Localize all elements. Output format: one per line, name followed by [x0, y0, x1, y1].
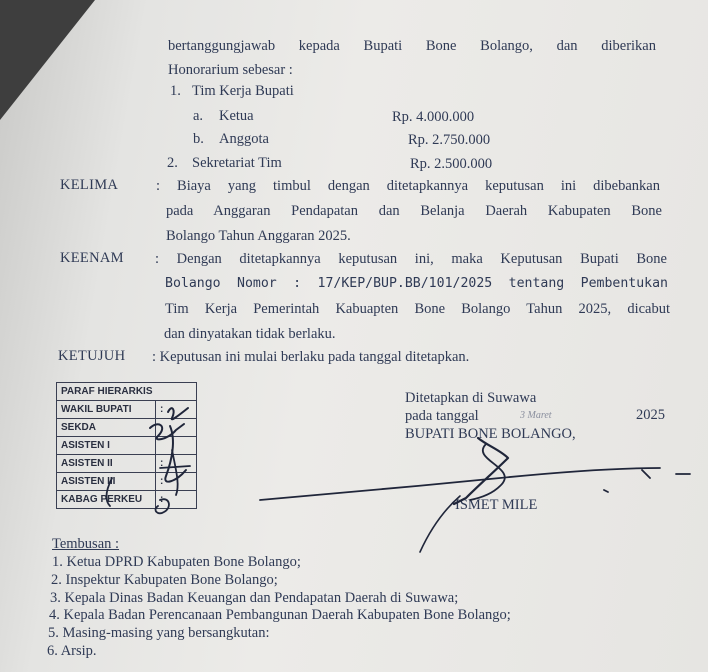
- paraf-hierarkis-table: [56, 382, 197, 509]
- paraf-separator: :: [156, 401, 197, 419]
- paraf-role: ASISTEN III: [57, 473, 156, 491]
- body-line-2: Honorarium sebesar :: [168, 62, 293, 78]
- paraf-row: [57, 401, 197, 419]
- tembusan-item: 2. Inspektur Kabupaten Bone Bolango;: [51, 572, 278, 588]
- signature-stroke: [454, 438, 508, 504]
- sub-a-letter: a.: [193, 108, 204, 124]
- item-1-number: 1.: [170, 83, 181, 99]
- clause-keenam-line-1: : Dengan ditetapkannya keputusan ini, maka Keputusan Bupati Bone: [155, 251, 667, 267]
- signature-stroke: [420, 496, 460, 552]
- paraf-separator: :: [156, 455, 197, 473]
- penetapan-date-handwritten: 3 Maret: [520, 410, 552, 421]
- signature-stroke: [260, 468, 660, 500]
- paraf-header: PARAF HIERARKIS: [57, 383, 197, 401]
- paraf-row: [57, 437, 197, 455]
- body-line-1: bertanggungjawab kepada Bupati Bone Bolango, dan diberikan: [168, 38, 656, 54]
- paraf-row: [57, 455, 197, 473]
- sub-a-label: Ketua: [219, 108, 254, 124]
- clause-ketujuh-label: KETUJUH: [58, 348, 126, 364]
- sub-b-letter: b.: [193, 131, 204, 147]
- clause-kelima-line-3: Bolango Tahun Anggaran 2025.: [166, 228, 351, 244]
- item-2-label: Sekretariat Tim: [192, 155, 282, 171]
- paraf-role: WAKIL BUPATI: [57, 401, 156, 419]
- signature-stroke: [604, 470, 690, 492]
- paraf-separator: :: [156, 473, 197, 491]
- paraf-role: ASISTEN II: [57, 455, 156, 473]
- tembusan-item: 6. Arsip.: [47, 643, 97, 659]
- penetapan-place: Ditetapkan di Suwawa: [405, 390, 537, 406]
- paraf-role: SEKDA: [57, 419, 156, 437]
- tembusan-item: 5. Masing-masing yang bersangkutan:: [48, 625, 270, 641]
- tembusan-item: 1. Ketua DPRD Kabupaten Bone Bolango;: [52, 554, 301, 570]
- clause-ketujuh-line-1: : Keputusan ini mulai berlaku pada tanggal ditetapkan.: [152, 349, 470, 365]
- clause-kelima-label: KELIMA: [60, 177, 119, 193]
- clause-kelima-line-2: pada Anggaran Pendapatan dan Belanja Daerah Kabupaten Bone: [166, 203, 662, 219]
- tembusan-item: 3. Kepala Dinas Badan Keuangan dan Pendapatan Daerah di Suwawa;: [50, 590, 459, 606]
- paraf-separator: [156, 437, 197, 455]
- paraf-role: KABAG PERKEU: [57, 491, 156, 509]
- paraf-row: [57, 419, 197, 437]
- sub-b-label: Anggota: [219, 131, 269, 147]
- paraf-role: ASISTEN I: [57, 437, 156, 455]
- paraf-row: [57, 473, 197, 491]
- tembusan-title: Tembusan :: [52, 536, 120, 552]
- paraf-header-row: [57, 383, 197, 401]
- penetapan-year: 2025: [636, 407, 665, 423]
- signature-stroke: [470, 444, 505, 500]
- clause-keenam-line-2: Bolango Nomor : 17/KEP/BUP.BB/101/2025 tentang Pembentukan: [165, 276, 668, 291]
- paraf-row: [57, 491, 197, 509]
- paraf-separator: [156, 419, 197, 437]
- sub-b-amount: Rp. 2.750.000: [408, 132, 491, 148]
- tembusan-item: 4. Kepala Badan Perencanaan Pembangunan Daerah Kabupaten Bone Bolango;: [49, 607, 511, 623]
- clause-kelima-line-1: : Biaya yang timbul dengan ditetapkannya keputusan ini dibebankan: [156, 178, 660, 194]
- penetapan-date-label: pada tanggal: [405, 408, 479, 424]
- clause-keenam-label: KEENAM: [60, 250, 124, 266]
- clause-keenam-line-3: Tim Kerja Pemerintah Kabuapten Bone Bolango Tahun 2025, dicabut: [165, 301, 670, 317]
- page-shadow: [0, 0, 95, 120]
- sub-a-amount: Rp. 4.000.000: [392, 109, 475, 125]
- item-1-label: Tim Kerja Bupati: [192, 83, 294, 99]
- clause-keenam-line-4: dan dinyatakan tidak berlaku.: [164, 326, 336, 342]
- item-2-amount: Rp. 2.500.000: [410, 156, 493, 172]
- item-2-number: 2.: [167, 155, 178, 171]
- penetapan-office: BUPATI BONE BOLANGO,: [405, 426, 576, 442]
- penetapan-name: ISMET MILE: [455, 497, 538, 513]
- paraf-separator: :: [156, 491, 197, 509]
